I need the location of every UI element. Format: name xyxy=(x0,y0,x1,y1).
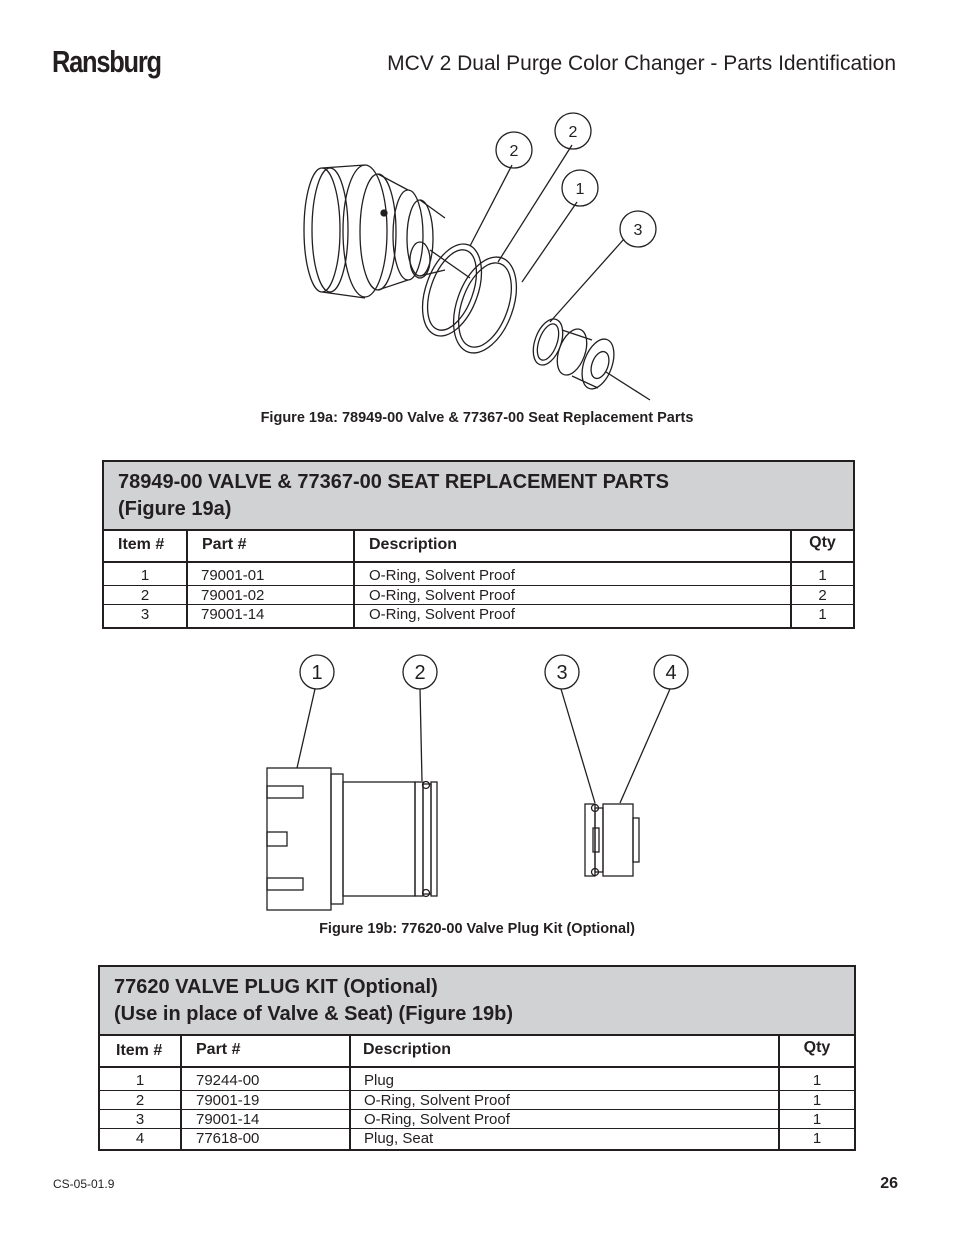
table-19a-title-line1: 78949-00 VALVE & 77367-00 SEAT REPLACEMENT PARTS xyxy=(118,471,669,493)
table-row: 3 xyxy=(100,1109,180,1128)
table-row: O-Ring, Solvent Proof xyxy=(351,1109,778,1128)
table-row: 79001-01 xyxy=(201,567,265,584)
callout-a-2: 2 xyxy=(568,124,578,141)
table-19a-header-row xyxy=(104,531,853,563)
page-number: 26 xyxy=(880,1175,898,1192)
table-row: 2 xyxy=(100,1090,180,1109)
table-row: 1 xyxy=(812,1072,822,1089)
table-row: 1 xyxy=(818,567,827,584)
table-19b-title xyxy=(100,967,854,1036)
table-row: 2 xyxy=(792,585,853,604)
table-row: Plug, Seat xyxy=(351,1128,778,1147)
col-description-header: Description xyxy=(351,1036,780,1066)
col-qty-header: Qty xyxy=(809,534,836,551)
col-qty-header: Qty xyxy=(803,1039,831,1056)
table-19b-body xyxy=(100,1068,854,1149)
table-19b-header-row xyxy=(100,1036,854,1068)
table-row: 79244-00 xyxy=(196,1072,260,1089)
table-row: 1 xyxy=(780,1090,854,1109)
col-part-header: Part # xyxy=(188,531,355,561)
table-row: 2 xyxy=(104,585,186,604)
table-row: 1 xyxy=(780,1128,854,1147)
table-19a-title-line2: (Figure 19a) xyxy=(118,498,232,520)
table-row: 79001-14 xyxy=(188,604,353,623)
callout-b-1: 1 xyxy=(311,662,323,684)
table-row: O-Ring, Solvent Proof xyxy=(355,604,790,623)
table-row: Plug xyxy=(364,1072,395,1089)
table-row: 77618-00 xyxy=(182,1128,349,1147)
figure-19b-drawing xyxy=(255,648,705,918)
figure-19a-drawing xyxy=(280,110,680,405)
callout-a-3: 1 xyxy=(575,181,585,198)
parts-table-19a xyxy=(102,460,855,629)
table-row: 1 xyxy=(135,1072,145,1089)
callout-b-3: 3 xyxy=(556,662,568,684)
table-row: 1 xyxy=(140,567,150,584)
callout-a-1: 2 xyxy=(509,143,519,160)
col-item-header: Item # xyxy=(100,1036,182,1066)
table-19b-title-line1: 77620 VALVE PLUG KIT (Optional) xyxy=(114,976,438,998)
table-row: O-Ring, Solvent Proof xyxy=(369,567,515,584)
brand-logo: Ransburg xyxy=(52,44,161,79)
table-row: 4 xyxy=(100,1128,180,1147)
table-row: 1 xyxy=(780,1109,854,1128)
table-19b-title-line2: (Use in place of Valve & Seat) (Figure 19b) xyxy=(114,1003,514,1025)
table-row: 1 xyxy=(792,604,853,623)
col-part-header: Part # xyxy=(182,1036,351,1066)
table-19a-body xyxy=(104,563,853,627)
table-row: 79001-14 xyxy=(182,1109,349,1128)
table-row: 79001-19 xyxy=(182,1090,349,1109)
table-row: O-Ring, Solvent Proof xyxy=(351,1090,778,1109)
col-description-header: Description xyxy=(355,531,792,561)
figure-19b-caption: Figure 19b: 77620-00 Valve Plug Kit (Optional) xyxy=(319,921,635,937)
document-title: MCV 2 Dual Purge Color Changer - Parts Identification xyxy=(387,52,896,75)
table-row: 3 xyxy=(104,604,186,623)
callout-b-2: 2 xyxy=(414,662,426,684)
table-row: 79001-02 xyxy=(188,585,353,604)
table-row: O-Ring, Solvent Proof xyxy=(355,585,790,604)
col-item-header: Item # xyxy=(104,531,188,561)
table-19a-title xyxy=(104,462,853,531)
callout-a-4: 3 xyxy=(633,222,643,239)
callout-b-4: 4 xyxy=(665,662,677,684)
parts-table-19b xyxy=(98,965,856,1151)
figure-19a-caption: Figure 19a: 78949-00 Valve & 77367-00 Seat Replacement Parts xyxy=(260,410,694,426)
document-code: CS-05-01.9 xyxy=(53,1177,115,1191)
